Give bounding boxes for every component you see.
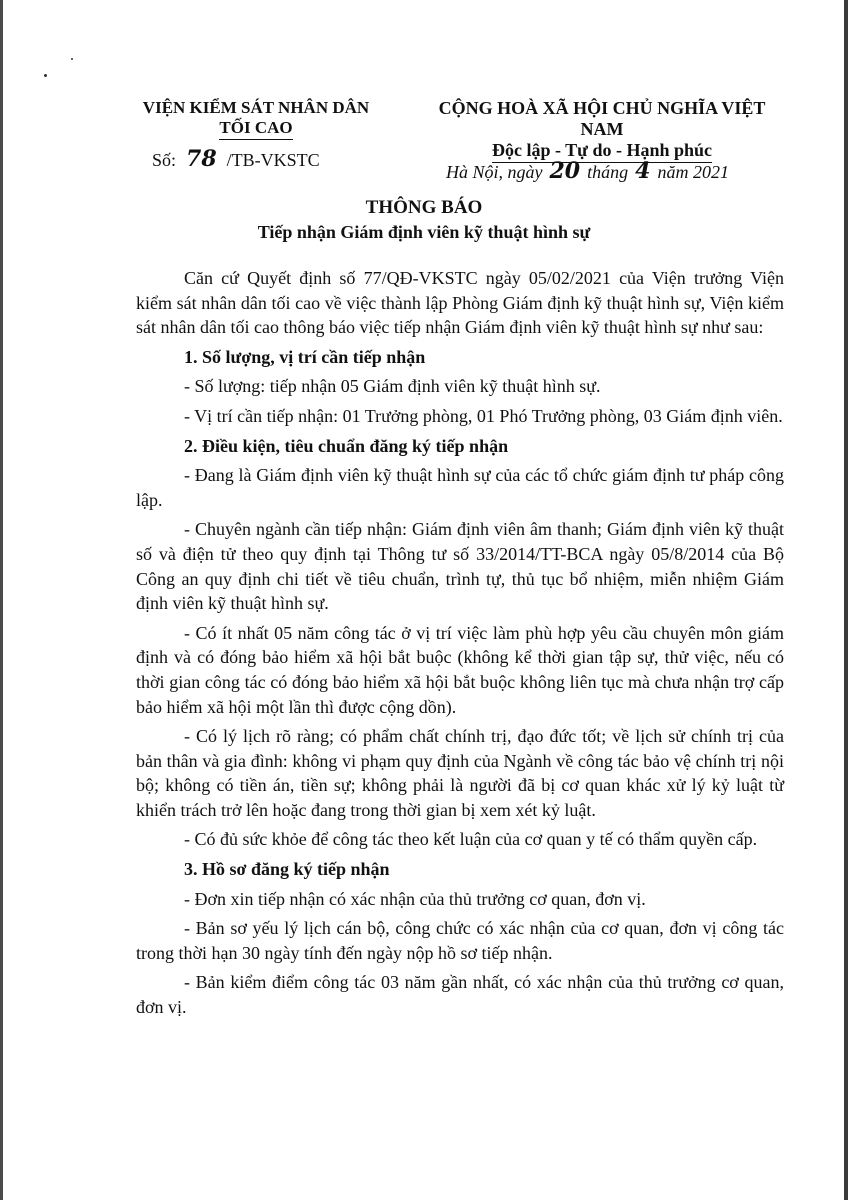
section-2-heading: 2. Điều kiện, tiêu chuẩn đăng ký tiếp nhận [184,435,509,456]
document-title: THÔNG BÁO [365,197,483,218]
document-subtitle: Tiếp nhận Giám định viên kỹ thuật hình sự [257,222,591,242]
section-3-item: - Đơn xin tiếp nhận có xác nhận của thủ trưởng cơ quan, đơn vị. [184,888,646,909]
number-suffix: /TB-VKSTC [226,150,320,170]
intro-paragraph: Căn cứ Quyết định số 77/QĐ-VKSTC ngày 05/02/2021 của Viện trưởng Viện kiểm sát nhân dân tối cao về việc thành lập Phòng Giám định kỹ thuật hình sự, Viện kiểm sát nhân dân tối cao thông báo việc tiếp nhận Giám định viên kỹ thuật hình sự như sau: [136,268,784,338]
agency-name-line2: TỐI CAO [219,118,292,140]
section-3-item: - Bản kiểm điểm công tác 03 năm gần nhất, có xác nhận của thủ trưởng cơ quan, đơn vị. [136,972,784,1018]
section-2-item: - Có ít nhất 05 năm công tác ở vị trí việc làm phù hợp yêu cầu chuyên môn giám định và có đóng bảo hiểm xã hội bắt buộc (không kể thời gian tập sự, thử việc, nếu có thời gian công tác có đóng bảo hiểm xã hội bắt buộc không liên tục mà chưa nhận trợ cấp bảo hiểm xã hội một lần thì được cộng dồn). [136,622,784,717]
section-2-item: - Chuyên ngành cần tiếp nhận: Giám định viên âm thanh; Giám định viên kỹ thuật số và điện tử theo quy định tại Thông tư số 33/2014/TT-BCA ngày 05/8/2014 của Bộ Công an quy định chi tiết về tiêu chuẩn, trình tự, thủ tục bổ nhiệm, miễn nhiệm Giám định viên kỹ thuật hình sự. [136,519,784,614]
section-3-item: - Bản sơ yếu lý lịch cán bộ, công chức có xác nhận của cơ quan, đơn vị công tác trong thời hạn 30 ngày tính đến ngày nộp hồ sơ tiếp nhận. [136,918,784,963]
scan-speck [44,74,47,77]
year-text: năm 2021 [657,162,729,182]
month-label: tháng [587,162,629,182]
handwritten-day: 20 [549,158,581,184]
national-header [420,98,784,163]
document-number [152,146,320,172]
handwritten-number: 78 [186,146,217,172]
date-prefix: Hà Nội, ngày [446,162,543,182]
section-1-heading: 1. Số lượng, vị trí cần tiếp nhận [184,346,426,367]
scan-right-edge [844,0,848,1200]
national-motto: Độc lập - Tự do - Hạnh phúc [492,140,712,163]
section-3-heading: 3. Hồ sơ đăng ký tiếp nhận [184,859,390,880]
handwritten-month: 4 [635,158,651,184]
issue-date [446,158,729,184]
section-2-item: - Đang là Giám định viên kỹ thuật hình sự của các tổ chức giám định tư pháp công lập. [136,465,784,510]
section-2-item: - Có lý lịch rõ ràng; có phẩm chất chính trị, đạo đức tốt; về lịch sử chính trị của bản thân và gia đình: không vi phạm quy định của Ngành về công tác bảo vệ chính trị nội bộ; không có tiền án, tiền sự; không phải là người đã bị cơ quan khác xử lý kỷ luật từ khiển trách trở lên hoặc đang trong thời gian bị xem xét kỷ luật. [136,726,784,820]
scan-left-edge [0,0,3,1200]
issuing-agency [136,98,376,140]
agency-name-line1: VIỆN KIỂM SÁT NHÂN DÂN [142,98,370,117]
nation-name: CỘNG HOÀ XÃ HỘI CHỦ NGHĨA VIỆT NAM [438,98,766,139]
section-2-item: - Có đủ sức khỏe để công tác theo kết luận của cơ quan y tế có thẩm quyền cấp. [184,829,758,850]
section-1-item: - Vị trí cần tiếp nhận: 01 Trưởng phòng, 01 Phó Trưởng phòng, 03 Giám định viên. [184,405,783,426]
title-block [0,196,848,244]
section-1-item: - Số lượng: tiếp nhận 05 Giám định viên kỹ thuật hình sự. [184,376,601,397]
number-prefix: Số: [152,150,177,170]
scan-speck [71,58,73,60]
document-body [136,266,784,1025]
